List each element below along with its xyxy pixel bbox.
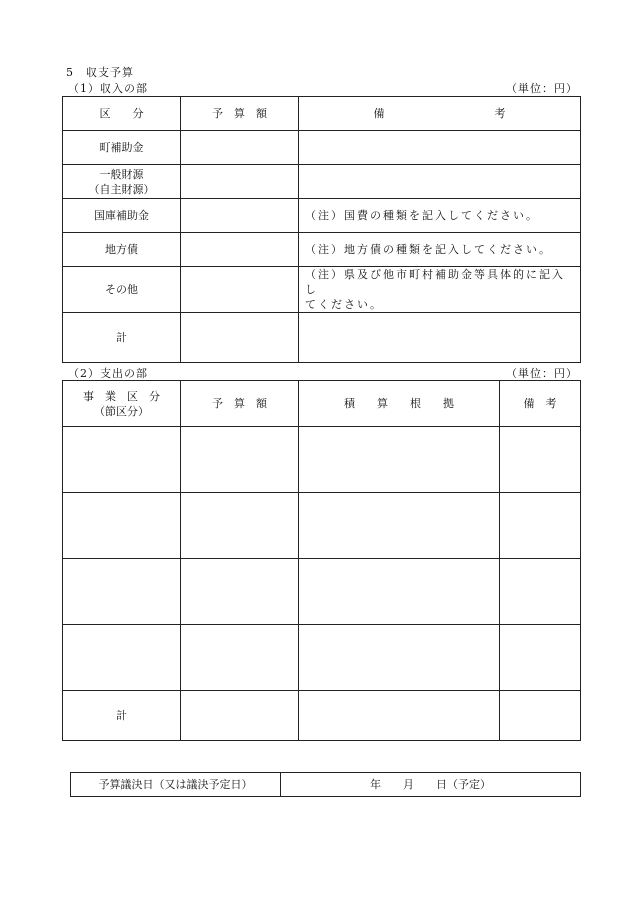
income-header-category: 区 分 — [63, 97, 181, 131]
expense-row — [63, 625, 581, 691]
expense-row-category[interactable] — [63, 625, 181, 691]
income-row-category-line2: （自主財源） — [88, 182, 155, 196]
income-row-amount[interactable] — [181, 165, 299, 199]
expense-row — [63, 559, 581, 625]
income-row-category: 地方債 — [63, 233, 181, 267]
expense-row-remarks[interactable] — [500, 493, 581, 559]
income-row-note-line1: （注）県及び他市町村補助金等具体的に記入し — [305, 268, 565, 296]
decision-row — [71, 773, 581, 797]
expense-total-row — [63, 691, 581, 741]
income-unit-label: （単位：円） — [506, 82, 578, 95]
income-total-amount[interactable] — [181, 313, 299, 363]
income-row-amount[interactable] — [181, 199, 299, 233]
decision-date-value[interactable]: 年 月 日（予定） — [281, 773, 581, 797]
expense-header-basis: 積 算 根 拠 — [299, 381, 500, 427]
income-row-category: その他 — [63, 267, 181, 313]
income-header-amount: 予 算 額 — [181, 97, 299, 131]
income-row-note[interactable]: （注）国費の種類を記入してください。 — [299, 199, 581, 233]
income-row-note[interactable] — [299, 131, 581, 165]
income-row-category: 町補助金 — [63, 131, 181, 165]
expense-row-category[interactable] — [63, 559, 181, 625]
income-row-category-line1: 一般財源 — [99, 167, 144, 181]
expense-row-category[interactable] — [63, 493, 181, 559]
expense-row-basis[interactable] — [299, 559, 500, 625]
income-row-note-line2: てください。 — [305, 298, 383, 311]
expense-row-amount[interactable] — [181, 559, 299, 625]
income-total-note[interactable] — [299, 313, 581, 363]
expense-header-row — [63, 381, 581, 427]
income-row-note[interactable] — [299, 267, 581, 313]
income-row-note[interactable]: （注）地方債の種類を記入してください。 — [299, 233, 581, 267]
income-row — [63, 233, 581, 267]
income-row — [63, 165, 581, 199]
expense-total-label: 計 — [63, 691, 181, 741]
expense-header-amount: 予 算 額 — [181, 381, 299, 427]
income-total-row — [63, 313, 581, 363]
expense-row-amount[interactable] — [181, 625, 299, 691]
income-row-category — [63, 165, 181, 199]
expense-row-remarks[interactable] — [500, 427, 581, 493]
expense-row — [63, 427, 581, 493]
expense-row-category[interactable] — [63, 427, 181, 493]
expense-total-remarks[interactable] — [500, 691, 581, 741]
expense-row-remarks[interactable] — [500, 559, 581, 625]
expense-row-amount[interactable] — [181, 427, 299, 493]
income-table — [62, 96, 581, 363]
expense-section-title: （2）支出の部 — [68, 367, 148, 380]
expense-unit-label: （単位：円） — [506, 367, 578, 380]
expense-row — [63, 493, 581, 559]
expense-header-remarks: 備 考 — [500, 381, 581, 427]
expense-row-basis[interactable] — [299, 493, 500, 559]
expense-header-category-line1: 事 業 区 分 — [83, 389, 160, 403]
expense-row-basis[interactable] — [299, 427, 500, 493]
expense-row-remarks[interactable] — [500, 625, 581, 691]
income-row — [63, 267, 581, 313]
income-total-label: 計 — [63, 313, 181, 363]
income-row-amount[interactable] — [181, 131, 299, 165]
income-row — [63, 131, 581, 165]
income-row — [63, 199, 581, 233]
expense-row-basis[interactable] — [299, 625, 500, 691]
expense-header-category-line2: （節区分） — [94, 404, 149, 418]
income-row-note[interactable] — [299, 165, 581, 199]
expense-total-amount[interactable] — [181, 691, 299, 741]
section-title: 5 収支予算 — [66, 66, 134, 79]
income-row-category: 国庫補助金 — [63, 199, 181, 233]
expense-table — [62, 380, 581, 741]
decision-date-label: 予算議決日（又は議決予定日） — [71, 773, 281, 797]
income-header-remarks: 備 考 — [299, 97, 581, 131]
decision-date-table — [70, 772, 581, 797]
income-header-row — [63, 97, 581, 131]
expense-total-basis[interactable] — [299, 691, 500, 741]
income-row-amount[interactable] — [181, 267, 299, 313]
income-row-amount[interactable] — [181, 233, 299, 267]
expense-header-category — [63, 381, 181, 427]
income-section-title: （1）収入の部 — [68, 82, 148, 95]
expense-row-amount[interactable] — [181, 493, 299, 559]
